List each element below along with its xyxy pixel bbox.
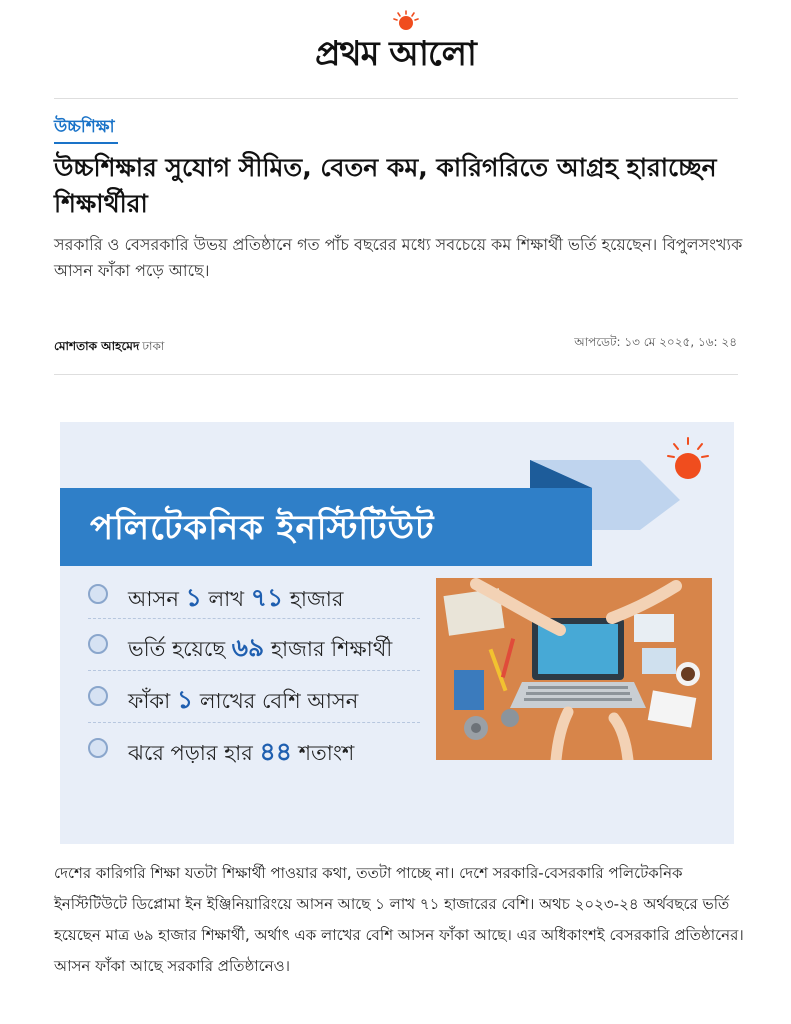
stat-item-admitted	[88, 622, 428, 666]
category-link[interactable]: উচ্চশিক্ষা	[54, 117, 115, 137]
bullet-circle-icon	[88, 634, 108, 654]
bullet-circle-icon	[88, 584, 108, 604]
stat-divider	[88, 618, 420, 619]
article-summary: সরকারি ও বেসরকারি উভয় প্রতিষ্ঠানে গত পাঁচ বছরের মধ্যে সবচেয়ে কম শিক্ষার্থী ভর্তি হয়েছেন। বিপুলসংখ্যক আসন ফাঁকা পড়ে আছে।	[54, 235, 743, 280]
byline	[54, 338, 164, 358]
infographic	[60, 422, 734, 844]
stat-item-seats	[88, 572, 428, 616]
sun-icon	[666, 436, 710, 482]
stat-divider	[88, 670, 420, 671]
stat-text: ফাঁকা ১ লাখের বেশি আসন	[128, 685, 359, 714]
site-logo[interactable]	[315, 28, 476, 85]
stat-text: ঝরে পড়ার হার ৪৪ শতাংশ	[128, 737, 355, 766]
stat-text: আসন ১ লাখ ৭১ হাজার	[128, 583, 344, 612]
byline-divider	[54, 374, 738, 375]
bullet-circle-icon	[88, 686, 108, 706]
article-headline: উচ্চশিক্ষার সুযোগ সীমিত, বেতন কম, কারিগরিতে আগ্রহ হারাচ্ছেন শিক্ষার্থীরা	[54, 153, 717, 218]
stat-divider	[88, 722, 420, 723]
stat-item-vacant	[88, 674, 428, 718]
logo-text: প্রথম আলো	[315, 34, 476, 74]
stat-text: ভর্তি হয়েছে ৬৯ হাজার শিক্ষার্থী	[128, 633, 393, 662]
author-link[interactable]: মোশতাক আহমেদ	[54, 339, 140, 353]
header-divider	[54, 98, 738, 99]
updated-timestamp: আপডেট: ১৩ মে ২০২৫, ১৬: ২৪	[574, 335, 737, 349]
stat-item-dropout	[88, 726, 428, 770]
category-underline	[54, 142, 118, 144]
masthead	[0, 28, 791, 85]
bullet-circle-icon	[88, 738, 108, 758]
sun-icon	[399, 16, 413, 30]
dateline-location: ঢাকা	[142, 339, 165, 353]
desk-laptop-illustration	[436, 578, 712, 760]
infographic-title: পলিটেকনিক ইনস্টিটিউট	[90, 508, 435, 548]
article-body: দেশের কারিগরি শিক্ষা যতটা শিক্ষার্থী পাওয়ার কথা, ততটা পাচ্ছে না। দেশে সরকারি-বেসরকারি পলিটেকনিক ইনস্টিটিউটে ডিপ্লোমা ইন ইঞ্জিনিয়ারিংয়ে আসন আছে ১ লাখ ৭১ হাজারের বেশি। অথচ ২০২৩-২৪ অর্থবছরে ভর্তি হয়েছেন মাত্র ৬৯ হাজার শিক্ষার্থী, অর্থাৎ এক লাখের বেশি আসন ফাঁকা আছে। এর অধিকাংশই বেসরকারি প্রতিষ্ঠানের। আসন ফাঁকা আছে সরকারি প্রতিষ্ঠানেও।	[54, 864, 744, 975]
